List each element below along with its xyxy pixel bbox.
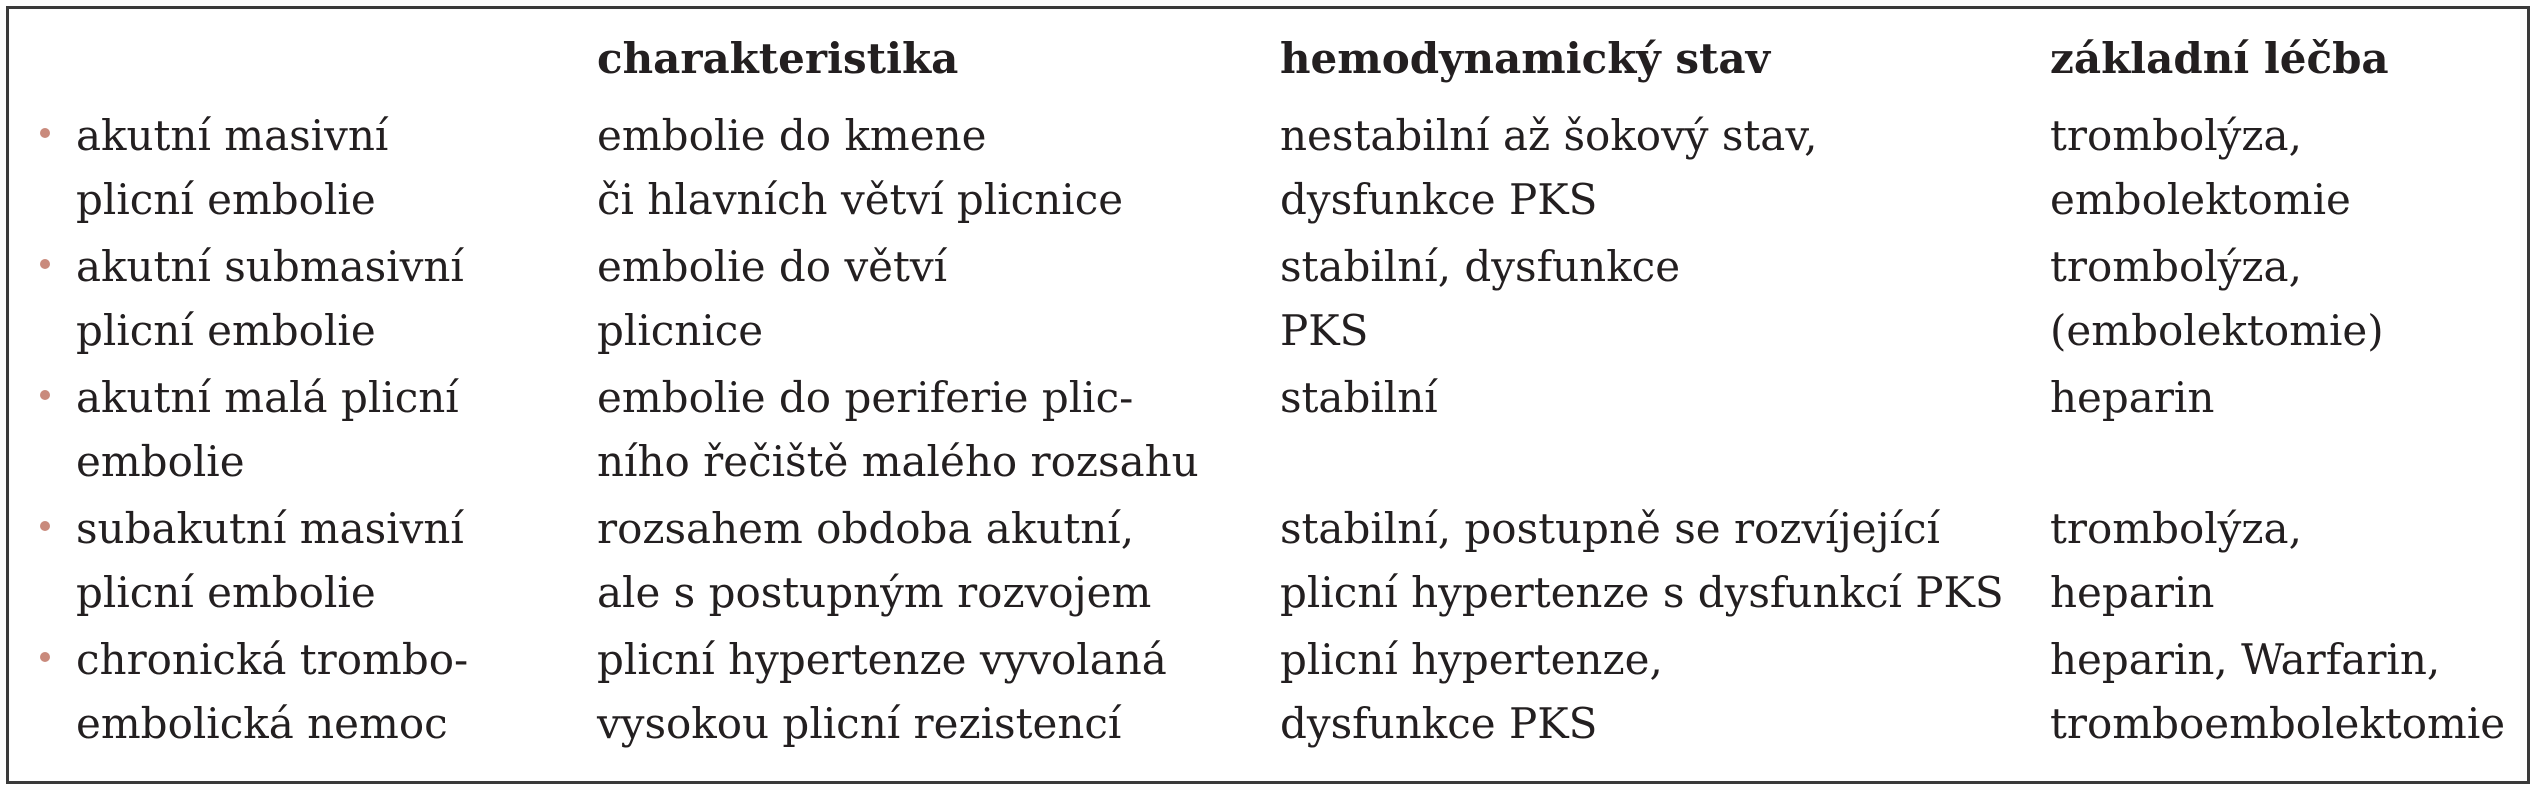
cell-characteristic: embolie do kmene či hlavních větví plicnice	[597, 111, 1124, 224]
cell-type: akutní malá plicní embolie	[76, 373, 459, 486]
bullet-icon	[40, 259, 50, 269]
cell-type: akutní submasivní plicní embolie	[76, 242, 464, 355]
header-basic-treatment: základní léčba	[2050, 34, 2389, 83]
cell-type: subakutní masivní plicní embolie	[76, 504, 464, 617]
cell-treatment: heparin	[2050, 373, 2215, 422]
cell-treatment: trombolýza, embolektomie	[2050, 111, 2351, 224]
bullet-icon	[40, 390, 50, 400]
cell-hemodynamic: stabilní	[1280, 373, 1438, 422]
cell-hemodynamic: plicní hypertenze, dysfunkce PKS	[1280, 635, 1663, 748]
header-hemodynamic-state: hemodynamický stav	[1280, 34, 1770, 83]
cell-characteristic: rozsahem obdoba akutní, ale s postupným rozvojem	[597, 504, 1152, 617]
cell-characteristic: embolie do větví plicnice	[597, 242, 948, 355]
cell-hemodynamic: stabilní, dysfunkce PKS	[1280, 242, 1681, 355]
cell-treatment: heparin, Warfarin, tromboembolektomie	[2050, 635, 2506, 748]
cell-hemodynamic: nestabilní až šokový stav, dysfunkce PKS	[1280, 111, 1818, 224]
cell-characteristic: plicní hypertenze vyvolaná vysokou plicní rezistencí	[597, 635, 1167, 748]
cell-type: akutní masivní plicní embolie	[76, 111, 389, 224]
bullet-icon	[40, 128, 50, 138]
bullet-icon	[40, 521, 50, 531]
cell-hemodynamic: stabilní, postupně se rozvíjející plicní hypertenze s dysfunkcí PKS	[1280, 504, 2004, 617]
cell-treatment: trombolýza, heparin	[2050, 504, 2302, 617]
bullet-icon	[40, 652, 50, 662]
cell-treatment: trombolýza, (embolektomie)	[2050, 242, 2384, 355]
cell-characteristic: embolie do periferie plic- ního řečiště malého rozsahu	[597, 373, 1199, 486]
cell-type: chronická trombo- embolická nemoc	[76, 635, 469, 748]
header-characteristic: charakteristika	[597, 34, 959, 83]
